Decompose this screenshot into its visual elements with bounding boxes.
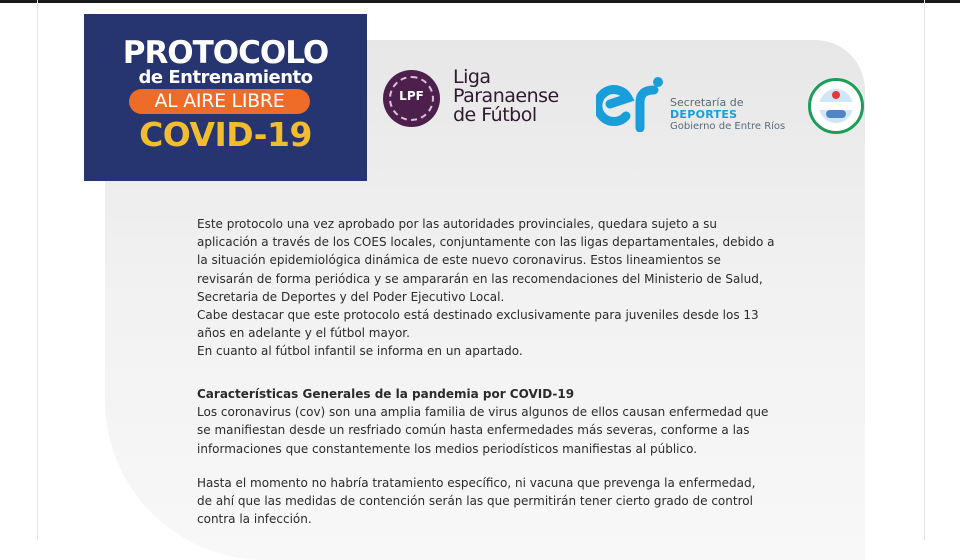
lpf-logo-icon	[383, 70, 440, 127]
lpf-name-line: de Fútbol	[453, 104, 537, 126]
text-line: informaciones que constantemente los medios periodísticos manifiestas al público.	[197, 441, 698, 456]
text-line: Este protocolo una vez aprobado por las autoridades provinciales, quedara sujeto a su	[197, 217, 718, 231]
badge-covid: COVID-19	[139, 115, 312, 154]
text-line: la situación epidemiológica dinámica de este nuevo coronavirus. Estos lineamientos se	[197, 253, 721, 268]
seal-band	[819, 102, 853, 110]
page-edge-left	[37, 0, 38, 540]
text-line: revisarán de forma periódica y se ampararán en las recomendaciones del Ministerio de Salud,	[197, 271, 763, 286]
provincial-seal-icon	[808, 78, 864, 134]
badge-title: PROTOCOLO	[122, 35, 329, 71]
paragraph-treatment	[197, 474, 797, 529]
secretaria-line: Secretaría de	[670, 96, 744, 109]
text-line: aplicación a través de los COES locales, conjuntamente con las ligas departamentales, debido a	[197, 235, 775, 250]
page-edge-right	[924, 0, 925, 540]
seal-sun	[832, 91, 840, 99]
lpf-seal-text: LPF	[399, 89, 424, 103]
text-line: Hasta el momento no habría tratamiento específico, ni vacuna que prevenga la enfermedad,	[197, 476, 756, 490]
text-line: años en adelante y el fútbol mayor.	[197, 326, 410, 341]
lpf-name	[453, 68, 583, 125]
lpf-name-line: Paranaense	[453, 85, 559, 107]
text-line: contra la infección.	[197, 512, 312, 527]
text-line: se manifiestan desde un resfriado común hasta enfermedades más severas, conforme a las	[197, 423, 750, 438]
protocol-badge	[84, 14, 367, 181]
text-line: de ahí que las medidas de contención serán las que permitirán tener cierto grado de control	[197, 494, 753, 509]
seal-field	[819, 89, 853, 123]
paragraph-pandemic	[197, 385, 797, 458]
text-line: Los coronavirus (cov) son una amplia familia de virus algunos de ellos causan enfermedad que	[197, 405, 769, 420]
secretaria-deportes-logo-icon	[596, 76, 666, 132]
lpf-name-line: Liga	[453, 66, 491, 88]
deportes-line: DEPORTES	[670, 108, 738, 121]
badge-pill: AL AIRE LIBRE	[129, 89, 310, 114]
top-border	[0, 0, 960, 3]
seal-hands	[826, 110, 846, 118]
paragraph-intro	[197, 215, 797, 361]
badge-subtitle: de Entrenamiento	[138, 67, 313, 88]
section-heading: Características Generales de la pandemia por COVID-19	[197, 387, 575, 401]
gobierno-line: Gobierno de Entre Ríos	[670, 121, 786, 132]
text-line: Secretaria de Deportes y del Poder Ejecutivo Local.	[197, 289, 505, 304]
text-line: Cabe destacar que este protocolo está destinado exclusivamente para juveniles desde los 13	[197, 308, 759, 323]
text-line: En cuanto al fútbol infantil se informa en un apartado.	[197, 344, 523, 359]
